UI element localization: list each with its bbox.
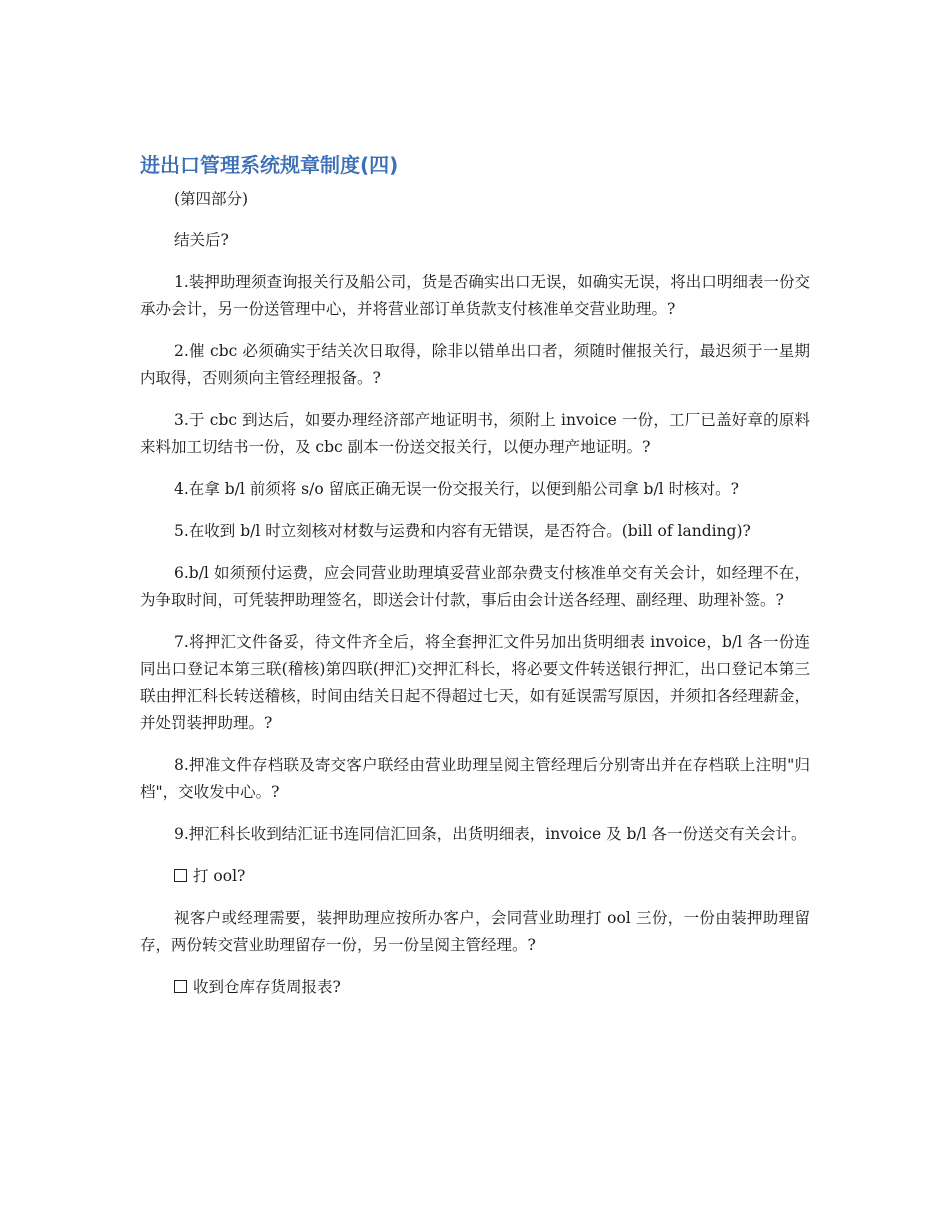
document-page: [140, 150, 810, 1016]
item-8: 8.押准文件存档联及寄交客户联经由营业助理呈阅主管经理后分别寄出并在存档联上注明"归档"，交收发中心。?: [140, 756, 810, 801]
item-6: 6.b/l 如须预付运费，应会同营业助理填妥营业部杂费支付核准单交有关会计，如经理不在，为争取时间，可凭装押助理签名，即送会计付款，事后由会计送各经理、副经理、助理补签。?: [140, 564, 810, 609]
item-3: 3.于 cbc 到达后，如要办理经济部产地证明书，须附上 invoice 一份，工厂已盖好章的原料来料加工切结书一份，及 cbc 副本一份送交报关行，以便办理产地证明。?: [140, 411, 810, 456]
item-7: 7.将押汇文件备妥，待文件齐全后，将全套押汇文件另加出货明细表 invoice，b/l 各一份连同出口登记本第三联(稽核)第四联(押汇)交押汇科长，将必要文件转送银行押汇，出口登记本第三联由押汇科长转送稽核，时间由结关日起不得超过七天，如有延误需写原因，并须扣各经理薪金，并处罚装押助理。?: [140, 633, 810, 732]
item-4: 4.在拿 b/l 前须将 s/o 留底正确无误一份交报关行，以便到船公司拿 b/l 时核对。?: [174, 480, 739, 498]
checkbox-square-icon: [174, 869, 187, 882]
ool-heading: [140, 863, 810, 890]
section-heading-after-clearance: 结关后?: [174, 231, 229, 249]
weekly-report-heading-text: 收到仓库存货周报表?: [193, 978, 341, 996]
document-title: 进出口管理系统规章制度(四): [140, 153, 399, 177]
item-9: 9.押汇科长收到结汇证书连同信汇回条，出货明细表，invoice 及 b/l 各一份送交有关会计。: [174, 825, 807, 843]
item-1: 1.装押助理须查询报关行及船公司，货是否确实出口无误，如确实无误，将出口明细表一份交承办会计，另一份送管理中心，并将营业部订单货款支付核准单交营业助理。?: [140, 273, 810, 318]
weekly-report-heading: [140, 974, 810, 1001]
document-subtitle: (第四部分): [174, 190, 249, 208]
ool-body: 视客户或经理需要，装押助理应按所办客户，会同营业助理打 ool 三份，一份由装押助理留存，两份转交营业助理留存一份，另一份呈阅主管经理。?: [140, 909, 810, 954]
checkbox-square-icon: [174, 980, 187, 993]
item-2: 2.催 cbc 必须确实于结关次日取得，除非以错单出口者，须随时催报关行，最迟须于一星期内取得，否则须向主管经理报备。?: [140, 342, 810, 387]
ool-heading-text: 打 ool?: [193, 867, 246, 885]
item-5: 5.在收到 b/l 时立刻核对材数与运费和内容有无错误，是否符合。(bill of landing)?: [174, 522, 751, 540]
